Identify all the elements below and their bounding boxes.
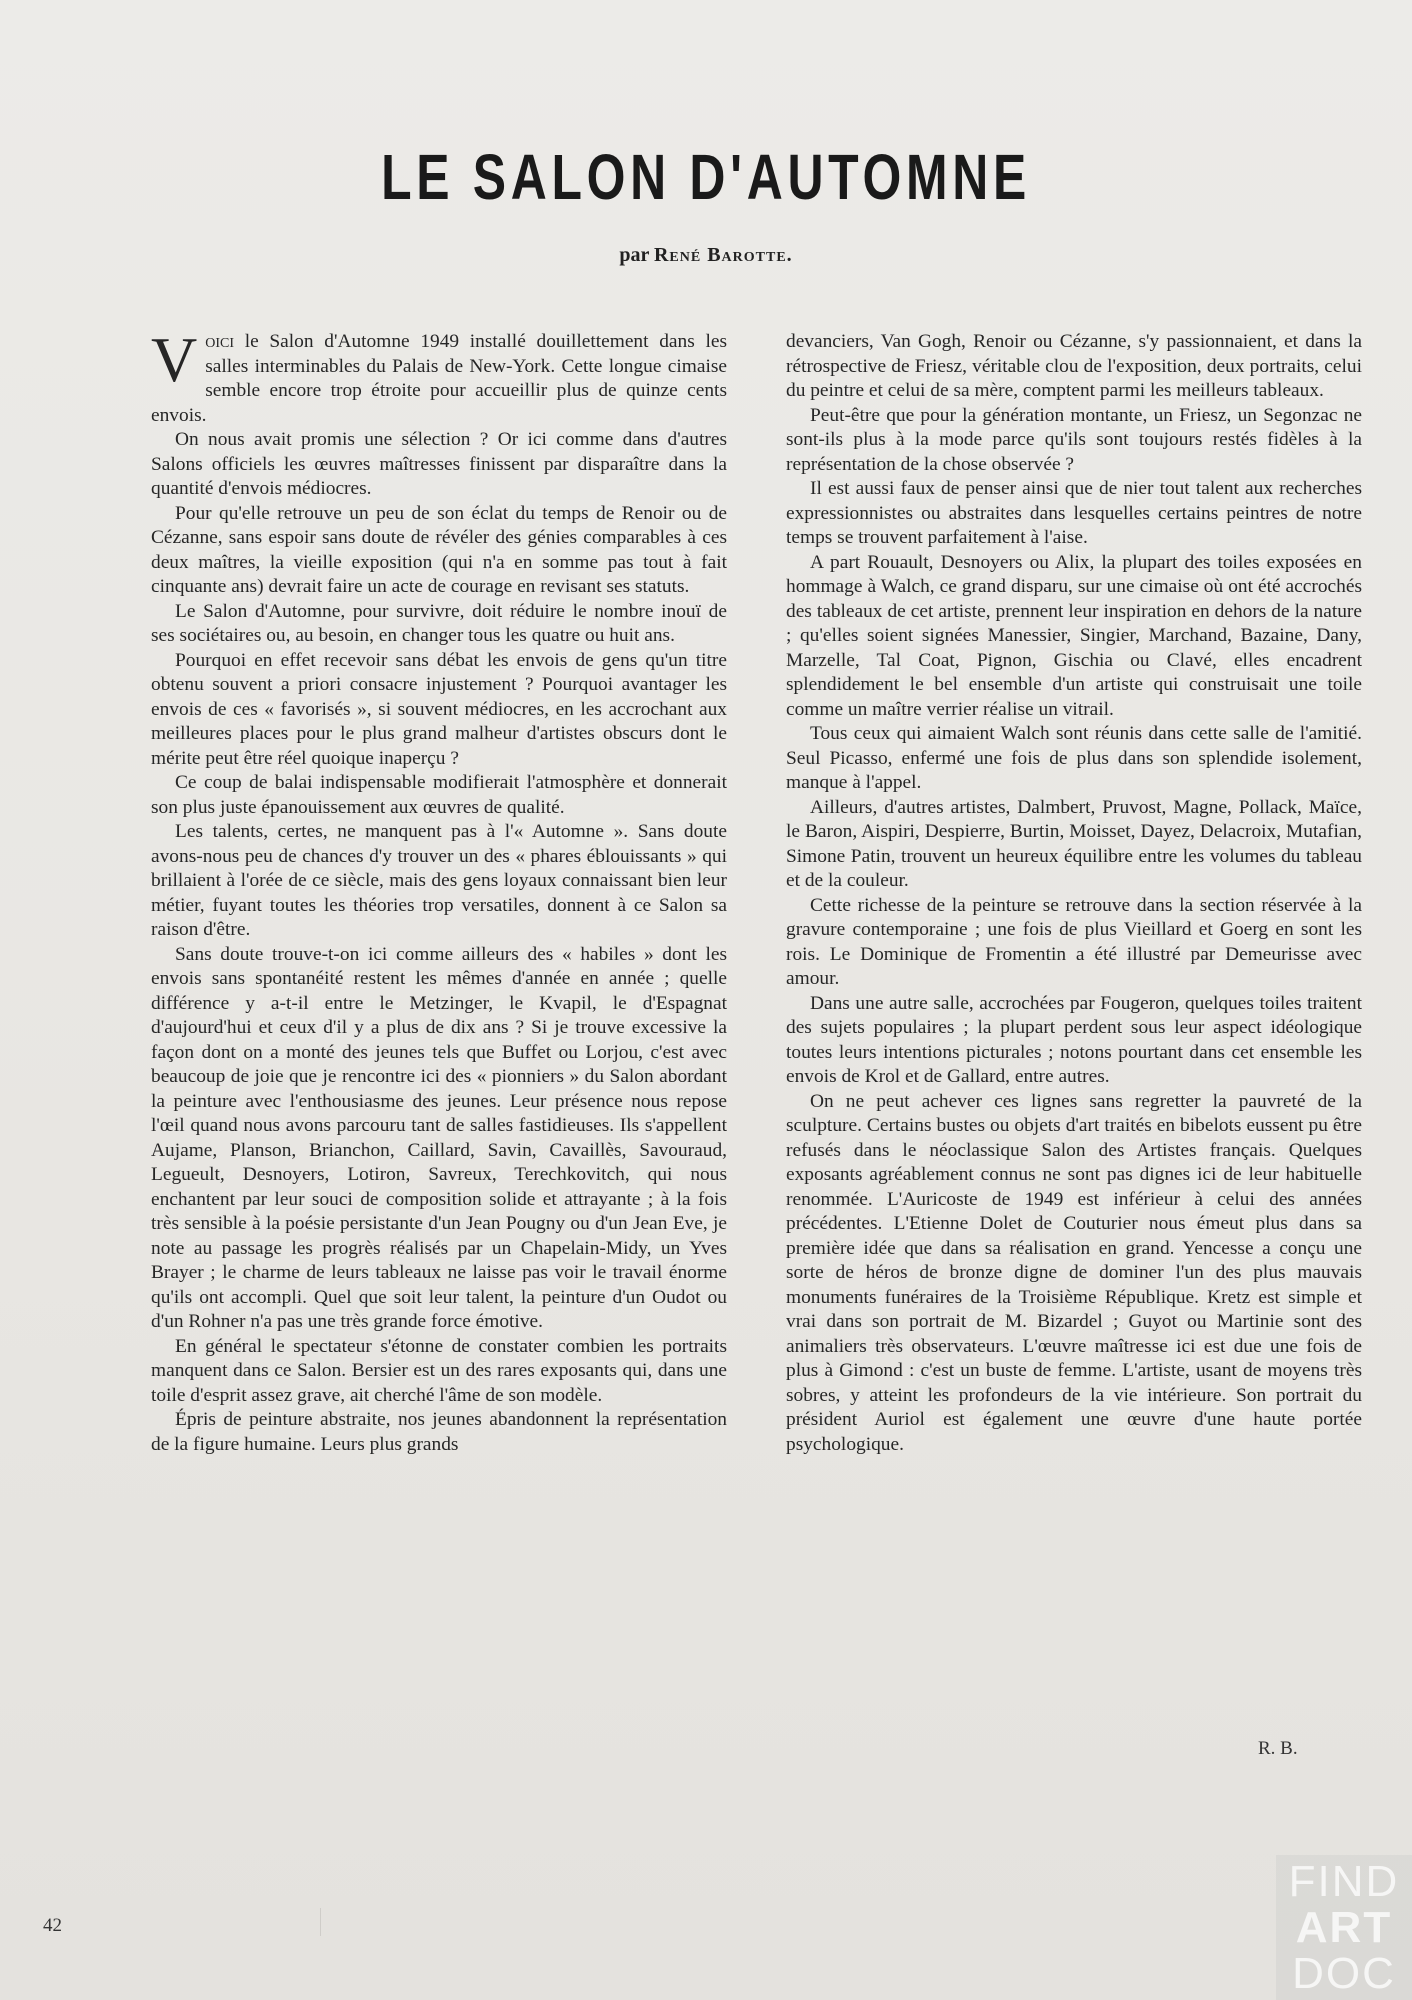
left-paragraph: Épris de peinture abstraite, nos jeunes abandonnent la représentation de la figure humaine. Leurs plus grands [151,1409,727,1455]
watermark-logo [1276,1855,1412,2000]
left-paragraph: Les talents, certes, ne manquent pas à l'« Automne ». Sans doute avons-nous peu de chances d'y trouver un des « phares éblouissants » qui brillaient à l'orée de ce siècle, mais des gens loyaux connaissant bien leur métier, fuyant toutes les théories trop versatiles, donnent à ce Salon sa raison d'être. [151,821,727,940]
watermark-line: DOC [1292,1949,1396,1998]
byline-author: René Barotte. [653,244,793,266]
left-paragraph [151,324,727,428]
watermark-line: ART [1295,1903,1393,1952]
article-byline [0,244,1412,267]
left-paragraph: Pour qu'elle retrouve un peu de son éclat du temps de Renoir ou de Cézanne, sans espoir sans doute de révéler des génies comparables à ces deux maîtres, la vieille exposition (qui n'a en somme pas tout à fait cinquante ans) devrait faire un acte de courage en revisant ses statuts. [151,502,727,597]
drop-cap: V [151,324,198,395]
first-paragraph-text: le Salon d'Automne 1949 installé douillettement dans les salles interminables du Palais de New-York. Cette longue cimaise semble encore trop étroite pour accueillir plus de quinze cents envois. [151,331,727,426]
left-column [151,324,727,1457]
right-paragraph: devanciers, Van Gogh, Renoir ou Cézanne, s'y passionnaient, et dans la rétrospective de Friesz, véritable clou de l'exposition, deux portraits, celui du peintre et celui de sa mère, comptent parmi les meilleurs tableaux. [786,331,1362,401]
right-paragraph: Il est aussi faux de penser ainsi que de nier tout talent aux recherches expressionnistes ou abstraites dans lesquelles certains peintres de notre temps se trouvent parfaitement à l'aise. [786,478,1362,548]
right-paragraph: Peut-être que pour la génération montante, un Friesz, un Segonzac ne sont-ils plus à la mode parce qu'ils sont toujours restés fidèles à la représentation de la chose observée ? [786,404,1362,475]
right-paragraph: Ailleurs, d'autres artistes, Dalmbert, Pruvost, Magne, Pollack, Maïce, le Baron, Aispiri, Despierre, Burtin, Moisset, Dayez, Delacroix, Mutafian, Simone Patin, trouvent un heureux équilibre entre les volumes du tableau et de la couleur. [786,796,1362,891]
article-title: LE SALON D'AUTOMNE [381,141,1031,213]
watermark-line: FIND [1288,1857,1400,1906]
left-paragraph: Pourquoi en effet recevoir sans débat les envois de gens qu'un titre obtenu souvent a priori consacre injustement ? Pourquoi avantager les envois de ces « favorisés », si souvent médiocres, en les accrochant aux meilleures places pour le plus grand malheur d'artistes obscurs dont le mérite peut être réel quoique inaperçu ? [151,649,727,769]
left-paragraph: Le Salon d'Automne, pour survivre, doit réduire le nombre inouï de ses sociétaires ou, au besoin, en changer tous les quatre ou huit ans. [151,600,727,646]
left-paragraph: En général le spectateur s'étonne de constater combien les portraits manquent dans ce Salon. Bersier est un des rares exposants qui, dans une toile d'esprit assez grave, ait cherché l'âme de son modèle. [151,1335,727,1406]
left-paragraph: On nous avait promis une sélection ? Or ici comme dans d'autres Salons officiels les œuvres maîtresses finissent par disparaître dans la quantité d'envois médiocres. [151,429,727,499]
author-signature: R. B. [1258,1738,1298,1759]
right-paragraph: On ne peut achever ces lignes sans regretter la pauvreté de la sculpture. Certains bustes ou objets d'art traités en bibelots eussent pu être refusés dans le néoclassique Salon des Artistes français. Quelques exposants agréablement connus ne sont pas dignes ici de leur habituelle renommée. L'Auricoste de 1949 est inférieur à celui des années précédentes. L'Etienne Dolet de Couturier nous émeut plus dans sa première idée que dans sa réalisation en grand. Yencesse a conçu une sorte de héros de bronze digne de dominer l'un des plus mauvais monuments funéraires de la Troisième République. Kretz est simple et vrai dans son portrait de M. Bizardel ; Guyot ou Martinie sont des animaliers très observateurs. L'œuvre maîtresse ici est due une fois de plus à Gimond : c'est un buste de femme. L'artiste, usant de moyens très sobres, y atteint les profondeurs de la vie intérieure. Son portrait du président Auriol est également une œuvre d'une haute portée psychologique. [786,1090,1362,1455]
left-paragraph: Sans doute trouve-t-on ici comme ailleurs des « habiles » dont les envois sans spontanéité restent les mêmes d'année en année ; quelle différence y a-t-il entre le Metzinger, le Kvapil, le d'Espagnat d'aujourd'hui et ceux d'il y a plus de dix ans ? Si je trouve excessive la façon dont on a monté des jeunes tels que Buffet ou Lorjou, c'est avec beaucoup de joie que je rencontre ici des « pionniers » du Salon abordant la peinture avec l'enthousiasme des jeunes. Leur présence nous repose l'œil quand nous avons parcouru tant de salles fastidieuses. Ils s'appellent Aujame, Planson, Brianchon, Caillard, Savin, Cavaillès, Savouraud, Legueult, Desnoyers, Lotiron, Savreux, Terechkovitch, qui nous enchantent par leur souci de composition solide et attrayante ; à la fois très sensible à la poésie persistante d'un Jean Pougny ou d'un Jean Eve, je note au passage les progrès réalisés par un Chapelain-Midy, un Yves Brayer ; le charme de leurs tableaux ne laisse pas voir le travail énorme qu'ils ont accompli. Quel que soit leur talent, la peinture d'un Oudot ou d'un Rohner n'a pas une très grande force émotive. [151,943,727,1332]
first-word: oici [205,331,234,352]
right-paragraph: Dans une autre salle, accrochées par Fougeron, quelques toiles traitent des sujets populaires ; la plupart perdent sous leur aspect idéologique toutes leurs intentions picturales ; notons pourtant dans cet ensemble les envois de Krol et de Gallard, entre autres. [786,992,1362,1087]
right-paragraph: Cette richesse de la peinture se retrouve dans la section réservée à la gravure contemporaine ; une fois de plus Vieillard et Goerg en sont les rois. Le Dominique de Fromentin a été illustré par Demeurisse avec amour. [786,894,1362,989]
page-mark [320,1908,321,1936]
byline-prefix: par [619,244,649,266]
right-column [786,330,1362,1457]
left-paragraph: Ce coup de balai indispensable modifierait l'atmosphère et donnerait son plus juste épanouissement aux œuvres de qualité. [151,772,727,818]
right-paragraph: A part Rouault, Desnoyers ou Alix, la plupart des toiles exposées en hommage à Walch, ce grand disparu, sur une cimaise où ont été accrochés des tableaux de cet artiste, prennent leur inspiration en dehors de la nature ; qu'elles soient signées Manessier, Singier, Marchand, Bazaine, Dany, Marzelle, Tal Coat, Pignon, Gischia ou Clavé, elles encadrent splendidement le bel ensemble d'un artiste qui construisait une toile comme un maître verrier réalise un vitrail. [786,551,1362,720]
page-number: 42 [43,1915,62,1936]
right-paragraph: Tous ceux qui aimaient Walch sont réunis dans cette salle de l'amitié. Seul Picasso, enfermé une fois de plus dans son splendide isolement, manque à l'appel. [786,723,1362,793]
